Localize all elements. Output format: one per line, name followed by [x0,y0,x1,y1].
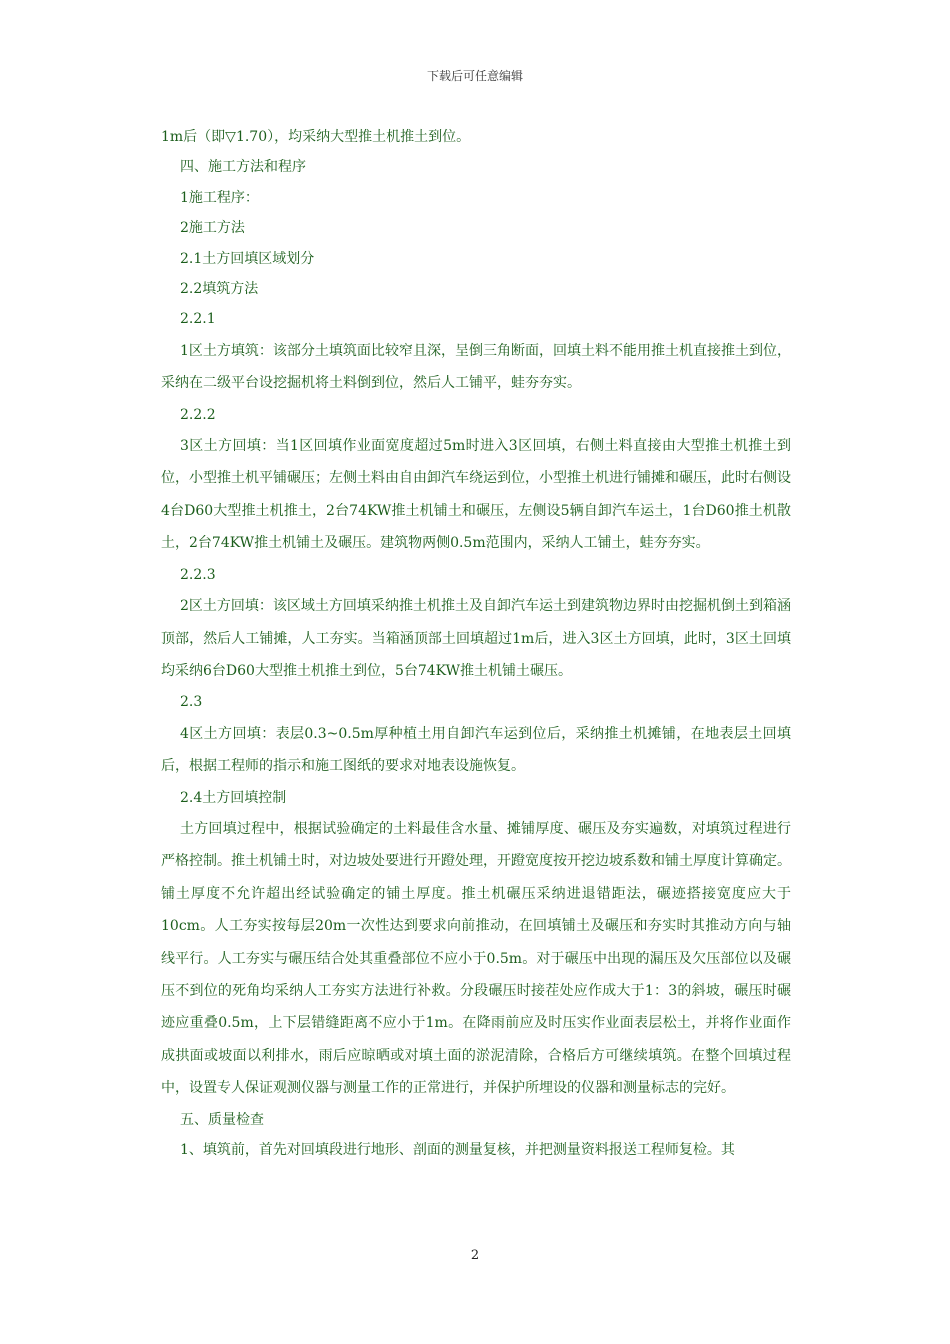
subheading: 2.2填筑方法 [180,281,259,298]
section-heading: 四、施工方法和程序 [180,159,306,176]
subheading: 2.4土方回填控制 [180,789,287,806]
document-body [161,122,791,1165]
subheading: 2施工方法 [180,220,245,237]
subheading: 2.1土方回填区域划分 [180,250,315,267]
paragraph: 2区土方回填：该区域土方回填采纳推土机推土及自卸汽车运土到建筑物边界时由挖掘机倒土到箱涵顶部，然后人工铺摊，人工夯实。当箱涵顶部土回填超过1m后，进入3区土方回填，此时，3区土回填均采纳6台D60大型推土机推土到位，5台74KW推土机铺土碾压。 [161,598,791,679]
subheading: 2.2.2 [180,406,216,423]
paragraph: 土方回填过程中，根据试验确定的土料最佳含水量、摊铺厚度、碾压及夯实遍数，对填筑过程进行严格控制。推土机铺土时，对边坡处要进行开蹬处理，开蹬宽度按开挖边坡系数和铺土厚度计算确定。铺土厚度不允许超出经试验确定的铺土厚度。推土机碾压采纳进退错距法，碾迹搭接宽度应大于10cm。人工夯实按每层20m一次性达到要求向前推动，在回填铺土及碾压和夯实时其推动方向与轴线平行。人工夯实与碾压结合处其重叠部位不应小于0.5m。对于碾压中出现的漏压及欠压部位以及碾压不到位的死角均采纳人工夯实方法进行补救。分段碾压时接茬处应作成大于1：3的斜坡，碾压时碾迹应重叠0.5m，上下层错缝距离不应小于1m。在降雨前应及时压实作业面表层松土，并将作业面作成拱面或坡面以利排水，雨后应晾晒或对填土面的淤泥清除，合格后方可继续填筑。在整个回填过程中，设置专人保证观测仪器与测量工作的正常进行，并保护所埋设的仪器和测量标志的完好。 [161,820,791,1097]
paragraph: 3区土方回填：当1区回填作业面宽度超过5m时进入3区回填，右侧土料直接由大型推土机推土到位，小型推土机平铺碾压；左侧土料由自由卸汽车绕运到位，小型推土机进行铺摊和碾压，此时右侧设4台D60大型推土机推土，2台74KW推土机铺土和碾压，左侧设5辆自卸汽车运土，1台D60推土机散土，2台74KW推土机铺土及碾压。建筑物两侧0.5m范围内，采纳人工铺土，蛙夯夯实。 [161,438,791,552]
page-header: 下载后可任意编辑 [426,69,523,83]
subheading: 2.3 [180,694,203,711]
paragraph: 1m后（即▽1.70），均采纳大型推土机推土到位。 [161,129,471,145]
paragraph: 4区土方回填：表层0.3~0.5m厚种植土用自卸汽车运到位后，采纳推土机摊铺，在地表层土回填后，根据工程师的指示和施工图纸的要求对地表设施恢复。 [161,725,791,775]
subheading: 1施工程序： [180,189,259,206]
page-number: 2 [470,1248,480,1263]
section-heading: 五、质量检查 [180,1111,264,1128]
subheading: 2.2.1 [180,311,216,328]
subheading: 2.2.3 [180,566,216,583]
paragraph: 1区土方填筑：该部分土填筑面比较窄且深，呈倒三角断面，回填土料不能用推土机直接推土到位，采纳在二级平台设挖掘机将土料倒到位，然后人工铺平，蛙夯夯实。 [161,342,791,392]
paragraph: 1、填筑前，首先对回填段进行地形、剖面的测量复核，并把测量资料报送工程师复检。其 [180,1142,735,1158]
